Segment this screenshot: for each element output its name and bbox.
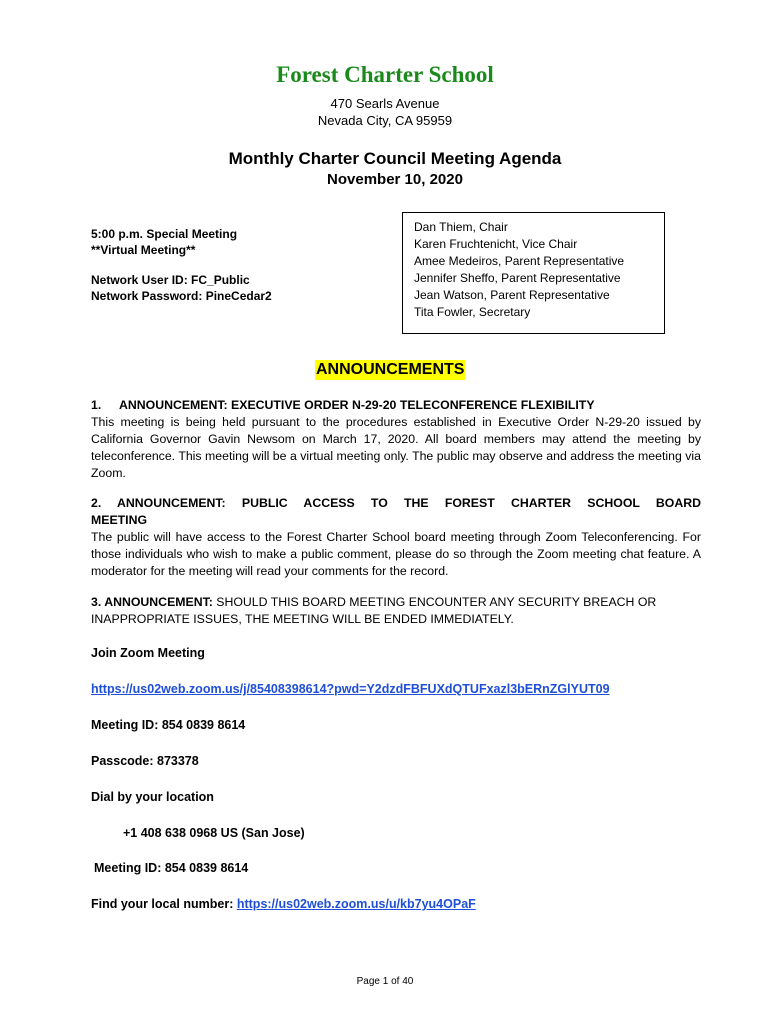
announcement-2-body: The public will have access to the Forest Charter School board meeting through Zoom Teleconferencing. For those individuals who wish to make a public comment, please do so through the Zoom meeting chat feature. A moderator for the meeting will read your comments for the record.: [91, 530, 701, 578]
announcement-3-title: 3. ANNOUNCEMENT:: [91, 595, 213, 609]
dial-by-location-label: Dial by your location: [91, 790, 214, 804]
announcement-2-title-cont: MEETING: [91, 513, 148, 527]
announcement-1: [91, 397, 701, 482]
council-member: Dan Thiem, Chair: [414, 220, 508, 234]
network-user-id: Network User ID: FC_Public: [91, 273, 250, 287]
announcement-2: [91, 495, 701, 580]
meeting-time: 5:00 p.m. Special Meeting: [91, 227, 238, 241]
meeting-id: Meeting ID: 854 0839 8614: [91, 718, 246, 732]
passcode: Passcode: 873378: [91, 754, 199, 768]
council-member: Amee Medeiros, Parent Representative: [414, 254, 625, 268]
zoom-join-link[interactable]: https://us02web.zoom.us/j/85408398614?pwd=Y2dzdFBFUXdQTUFxazl3bERnZGlYUT09: [91, 682, 610, 696]
announcement-3: [91, 594, 701, 628]
zoom-join-link-wrapper: [91, 682, 610, 696]
announcement-3-body: SHOULD THIS BOARD MEETING ENCOUNTER ANY SECURITY BREACH OR INAPPROPRIATE ISSUES, THE MEETING WILL BE ENDED IMMEDIATELY.: [91, 595, 657, 626]
council-members-box: [402, 212, 665, 334]
announcement-1-title: [91, 397, 701, 414]
announcement-2-title: 2. ANNOUNCEMENT: PUBLIC ACCESS TO THE FOREST CHARTER SCHOOL BOARD: [91, 496, 701, 510]
council-member: Karen Fruchtenicht, Vice Chair: [414, 237, 578, 251]
announcements-heading: ANNOUNCEMENTS: [316, 361, 465, 378]
dial-in-phone: +1 408 638 0968 US (San Jose): [123, 826, 305, 840]
announcement-1-number: 1.: [91, 398, 102, 412]
join-zoom-label: Join Zoom Meeting: [91, 646, 205, 660]
council-member: Jean Watson, Parent Representative: [414, 288, 610, 302]
meeting-id-repeat: Meeting ID: 854 0839 8614: [94, 861, 249, 875]
address-line-2: Nevada City, CA 95959: [317, 113, 453, 128]
meeting-type: **Virtual Meeting**: [91, 243, 196, 257]
address-line-1: 470 Searls Avenue: [330, 96, 440, 111]
find-local-number-link[interactable]: https://us02web.zoom.us/u/kb7yu4OPaF: [236, 897, 476, 911]
network-password: Network Password: PineCedar2: [91, 289, 272, 303]
find-local-number: [91, 897, 476, 911]
announcement-1-body: This meeting is being held pursuant to the procedures established in Executive Order N-29-20 issued by California Governor Gavin Newsom on March 17, 2020. All board members may attend the meeting by teleconference. This meeting will be a virtual meeting only. The public may observe and address the meeting via Zoom.: [91, 415, 701, 480]
school-name: Forest Charter School: [276, 62, 494, 87]
page-number: Page 1 of 40: [356, 976, 414, 987]
find-local-number-label: Find your local number:: [91, 897, 237, 911]
agenda-title: Monthly Charter Council Meeting Agenda: [228, 149, 562, 168]
council-member: Jennifer Sheffo, Parent Representative: [414, 271, 621, 285]
council-member: Tita Fowler, Secretary: [414, 305, 531, 319]
meeting-info: [91, 226, 272, 304]
agenda-date: November 10, 2020: [327, 171, 463, 188]
announcement-1-title-text: ANNOUNCEMENT: EXECUTIVE ORDER N-29-20 TELECONFERENCE FLEXIBILITY: [119, 398, 595, 412]
